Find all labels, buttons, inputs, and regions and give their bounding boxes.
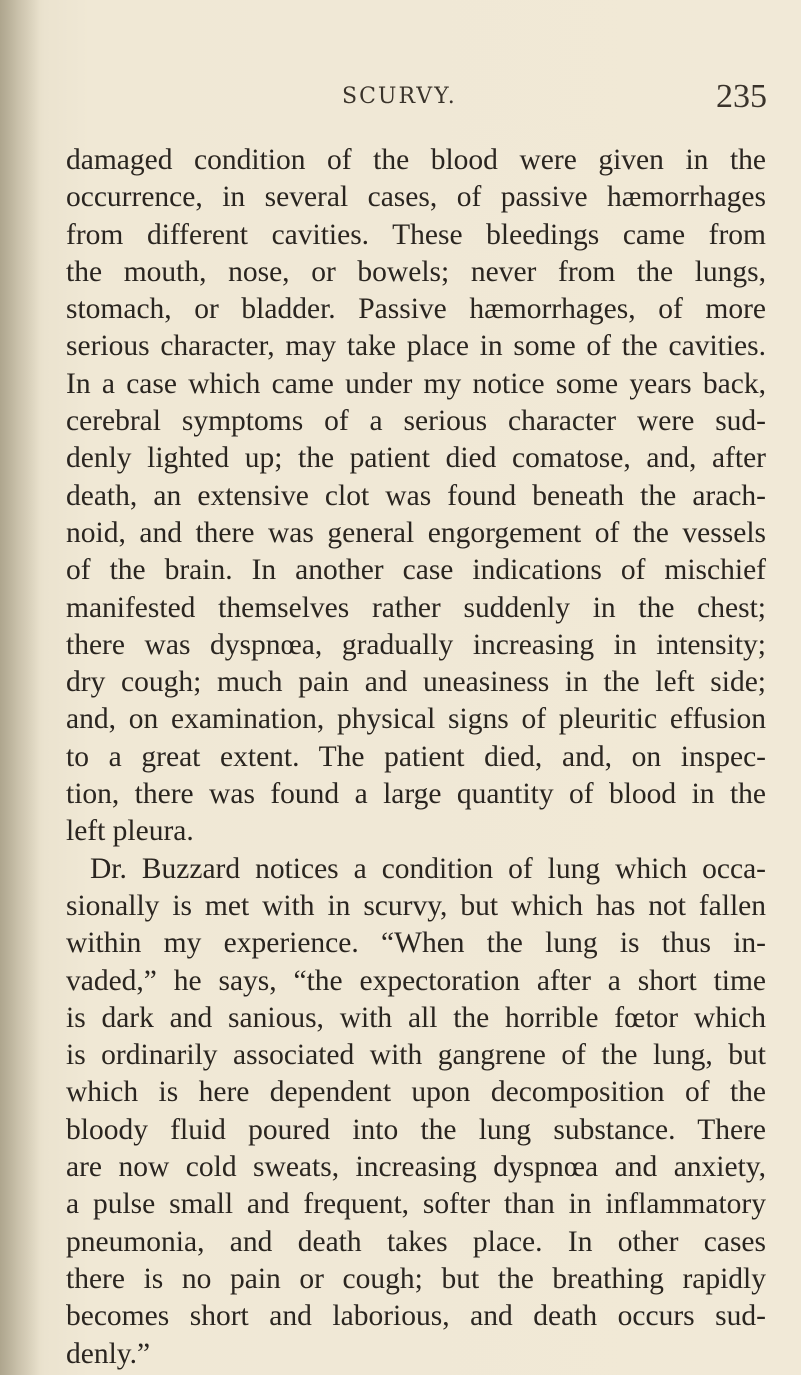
text-line: denly.”: [66, 1337, 151, 1370]
text-line: is dark and sanious, with all the horrible fœtor which: [66, 1001, 766, 1034]
text-line: bloody fluid poured into the lung substance. There: [66, 1113, 766, 1146]
text-line: becomes short and laborious, and death occurs sud-: [66, 1300, 766, 1333]
text-line: left pleura.: [66, 815, 194, 848]
text-line: there was dyspnœa, gradually increasing in intensity;: [66, 628, 766, 661]
text-line: pneumonia, and death takes place. In other cases: [66, 1225, 766, 1258]
running-head: [0, 78, 801, 118]
running-title: SCURVY.: [342, 84, 457, 109]
text-line: serious character, may take place in some of the cavities.: [66, 330, 766, 363]
text-line: tion, there was found a large quantity of blood in the: [66, 778, 766, 811]
text-line: damaged condition of the blood were given in the: [66, 144, 766, 176]
text-line: manifested themselves rather suddenly in the chest;: [66, 591, 766, 624]
text-line: denly lighted up; the patient died comatose, and, after: [66, 442, 766, 475]
text-line: noid, and there was general engorgement of the vessels: [66, 516, 766, 549]
text-line: Dr. Buzzard notices a condition of lung which occa-: [90, 852, 766, 885]
text-line: dry cough; much pain and uneasiness in the left side;: [66, 666, 766, 699]
text-line: from different cavities. These bleedings came from: [66, 218, 766, 251]
text-line: vaded,” he says, “the expectoration after a short time: [66, 964, 766, 997]
text-line: sionally is met with in scurvy, but which has not fallen: [66, 889, 766, 922]
body-text: [66, 142, 766, 1373]
text-line: within my experience. “When the lung is thus in-: [66, 927, 766, 960]
text-line: there is no pain or cough; but the breathing rapidly: [66, 1262, 766, 1295]
text-line: occurrence, in several cases, of passive hæmorrhages: [66, 181, 766, 214]
text-line: In a case which came under my notice some years back,: [66, 367, 766, 400]
text-line: which is here dependent upon decomposition of the: [66, 1076, 766, 1109]
text-line: to a great extent. The patient died, and, on inspec-: [66, 740, 766, 773]
text-line: and, on examination, physical signs of pleuritic effusion: [66, 703, 766, 736]
text-line: cerebral symptoms of a serious character were sud-: [66, 405, 766, 438]
text-line: a pulse small and frequent, softer than in inflammatory: [66, 1188, 766, 1221]
text-line: are now cold sweats, increasing dyspnœa and anxiety,: [66, 1151, 766, 1184]
text-line: the mouth, nose, or bowels; never from the lungs,: [66, 255, 766, 288]
text-line: is ordinarily associated with gangrene of the lung, but: [66, 1039, 766, 1072]
text-line: stomach, or bladder. Passive hæmorrhages, of more: [66, 293, 766, 326]
text-line: of the brain. In another case indications of mischief: [66, 554, 766, 587]
text-line: death, an extensive clot was found beneath the arach-: [66, 479, 766, 512]
page-number: 235: [716, 78, 767, 115]
binding-gutter-shadow: [0, 0, 40, 1375]
